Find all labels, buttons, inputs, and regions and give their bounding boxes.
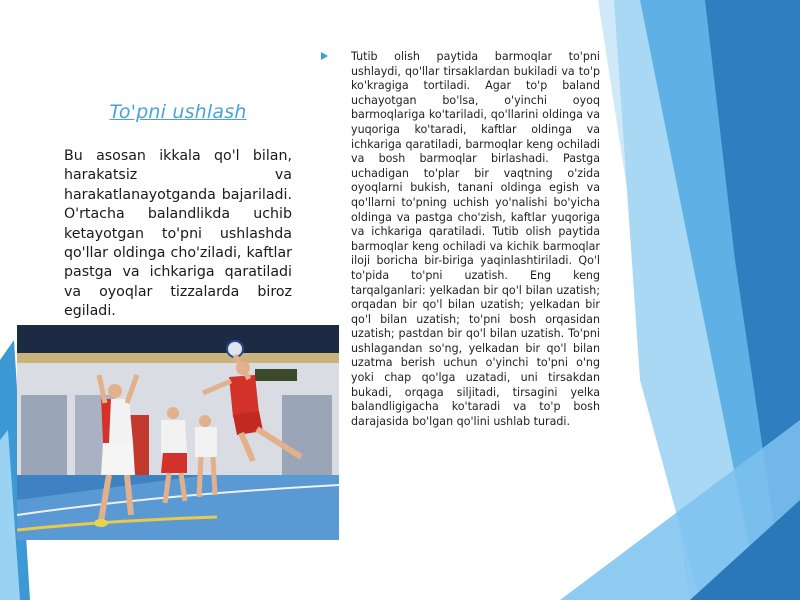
defender2-head bbox=[167, 407, 179, 419]
defender1-head bbox=[108, 384, 122, 398]
wall-panel-3 bbox=[282, 395, 332, 475]
banner-sign bbox=[255, 369, 297, 381]
jumper-body bbox=[229, 375, 259, 417]
defender1-shorts bbox=[101, 443, 135, 475]
handball-photo bbox=[17, 325, 339, 540]
handball-scene bbox=[17, 325, 339, 540]
stands-band bbox=[17, 353, 339, 363]
ball bbox=[227, 341, 243, 357]
stands-top bbox=[17, 325, 339, 353]
defender3-body bbox=[195, 427, 217, 457]
slide-title: To'pni ushlash bbox=[109, 101, 247, 123]
defender1-leg-2 bbox=[127, 475, 131, 515]
defender1-shoe bbox=[94, 519, 108, 527]
defender2-shorts bbox=[161, 453, 187, 473]
defender3-leg bbox=[199, 457, 201, 497]
defender3-head bbox=[199, 415, 211, 427]
triangle-bullet-icon bbox=[321, 52, 328, 60]
right-paragraph: Tutib olish paytida barmoqlar to'pni ushlaydi, qo'llar tirsaklardan bukiladi va to'p ko'kragiga tortiladi. Agar to'p baland uchayotgan bo'lsa, o'yinchi oyoq barmoqlariga ko'tariladi, qo'llarini oldinga va yuqoriga ko'taradi, kaftlar oldinga va ichkariga qaratiladi, barmoqlar keng ochiladi va bosh barmoqlar birlashadi. Pastga uchadigan to'plar bir vaqtning o'zida oyoqlarni bukish, tanani oldinga egish va qo'llarni to'pning uchish yo'nalishi bo'yicha oldinga va pastga cho'zish, kaftlar yuqoriga va ichkariga qaratiladi. Tutib olish paytida barmoqlar keng ochiladi va kichik barmoqlar iloji boricha bir-biriga yaqinlashtiriladi. Qo'l to'pida to'pni uzatish. Eng keng tarqalganlari: yelkadan bir qo'l bilan uzatish; orqadan bir qo'l bilan uzatish; yelkadan bir qo'l bilan uzatish; to'pni bosh orqasidan uzatish; pastdan bir qo'l bilan uzatish. To'pni ushlagandan so'ng, yelkadan bir qo'l bilan uzatma berish uchun o'yinchi to'pni o'ng yoki chap qo'lga uzatadi, uni tirsakdan bukadi, orqaga siljitadi, tirsagini yelka balandligigacha ko'taradi va to'p bosh darajasida bo'lgan qo'lini ushlab turadi. bbox=[351, 50, 600, 428]
wall-panel-1 bbox=[21, 395, 67, 475]
defender2-body bbox=[161, 420, 187, 453]
defender3-leg-2 bbox=[213, 457, 215, 495]
left-paragraph: Bu asosan ikkala qo'l bilan, harakatsiz va harakatlanayotganda bajariladi. O'rtacha balandlikda uchib ketayotgan to'pni ushlashda qo'llar oldinga cho'ziladi, kaftlar pastga va ichkariga qaratiladi va oyoqlar tizzalarda biroz egiladi. bbox=[64, 148, 292, 320]
